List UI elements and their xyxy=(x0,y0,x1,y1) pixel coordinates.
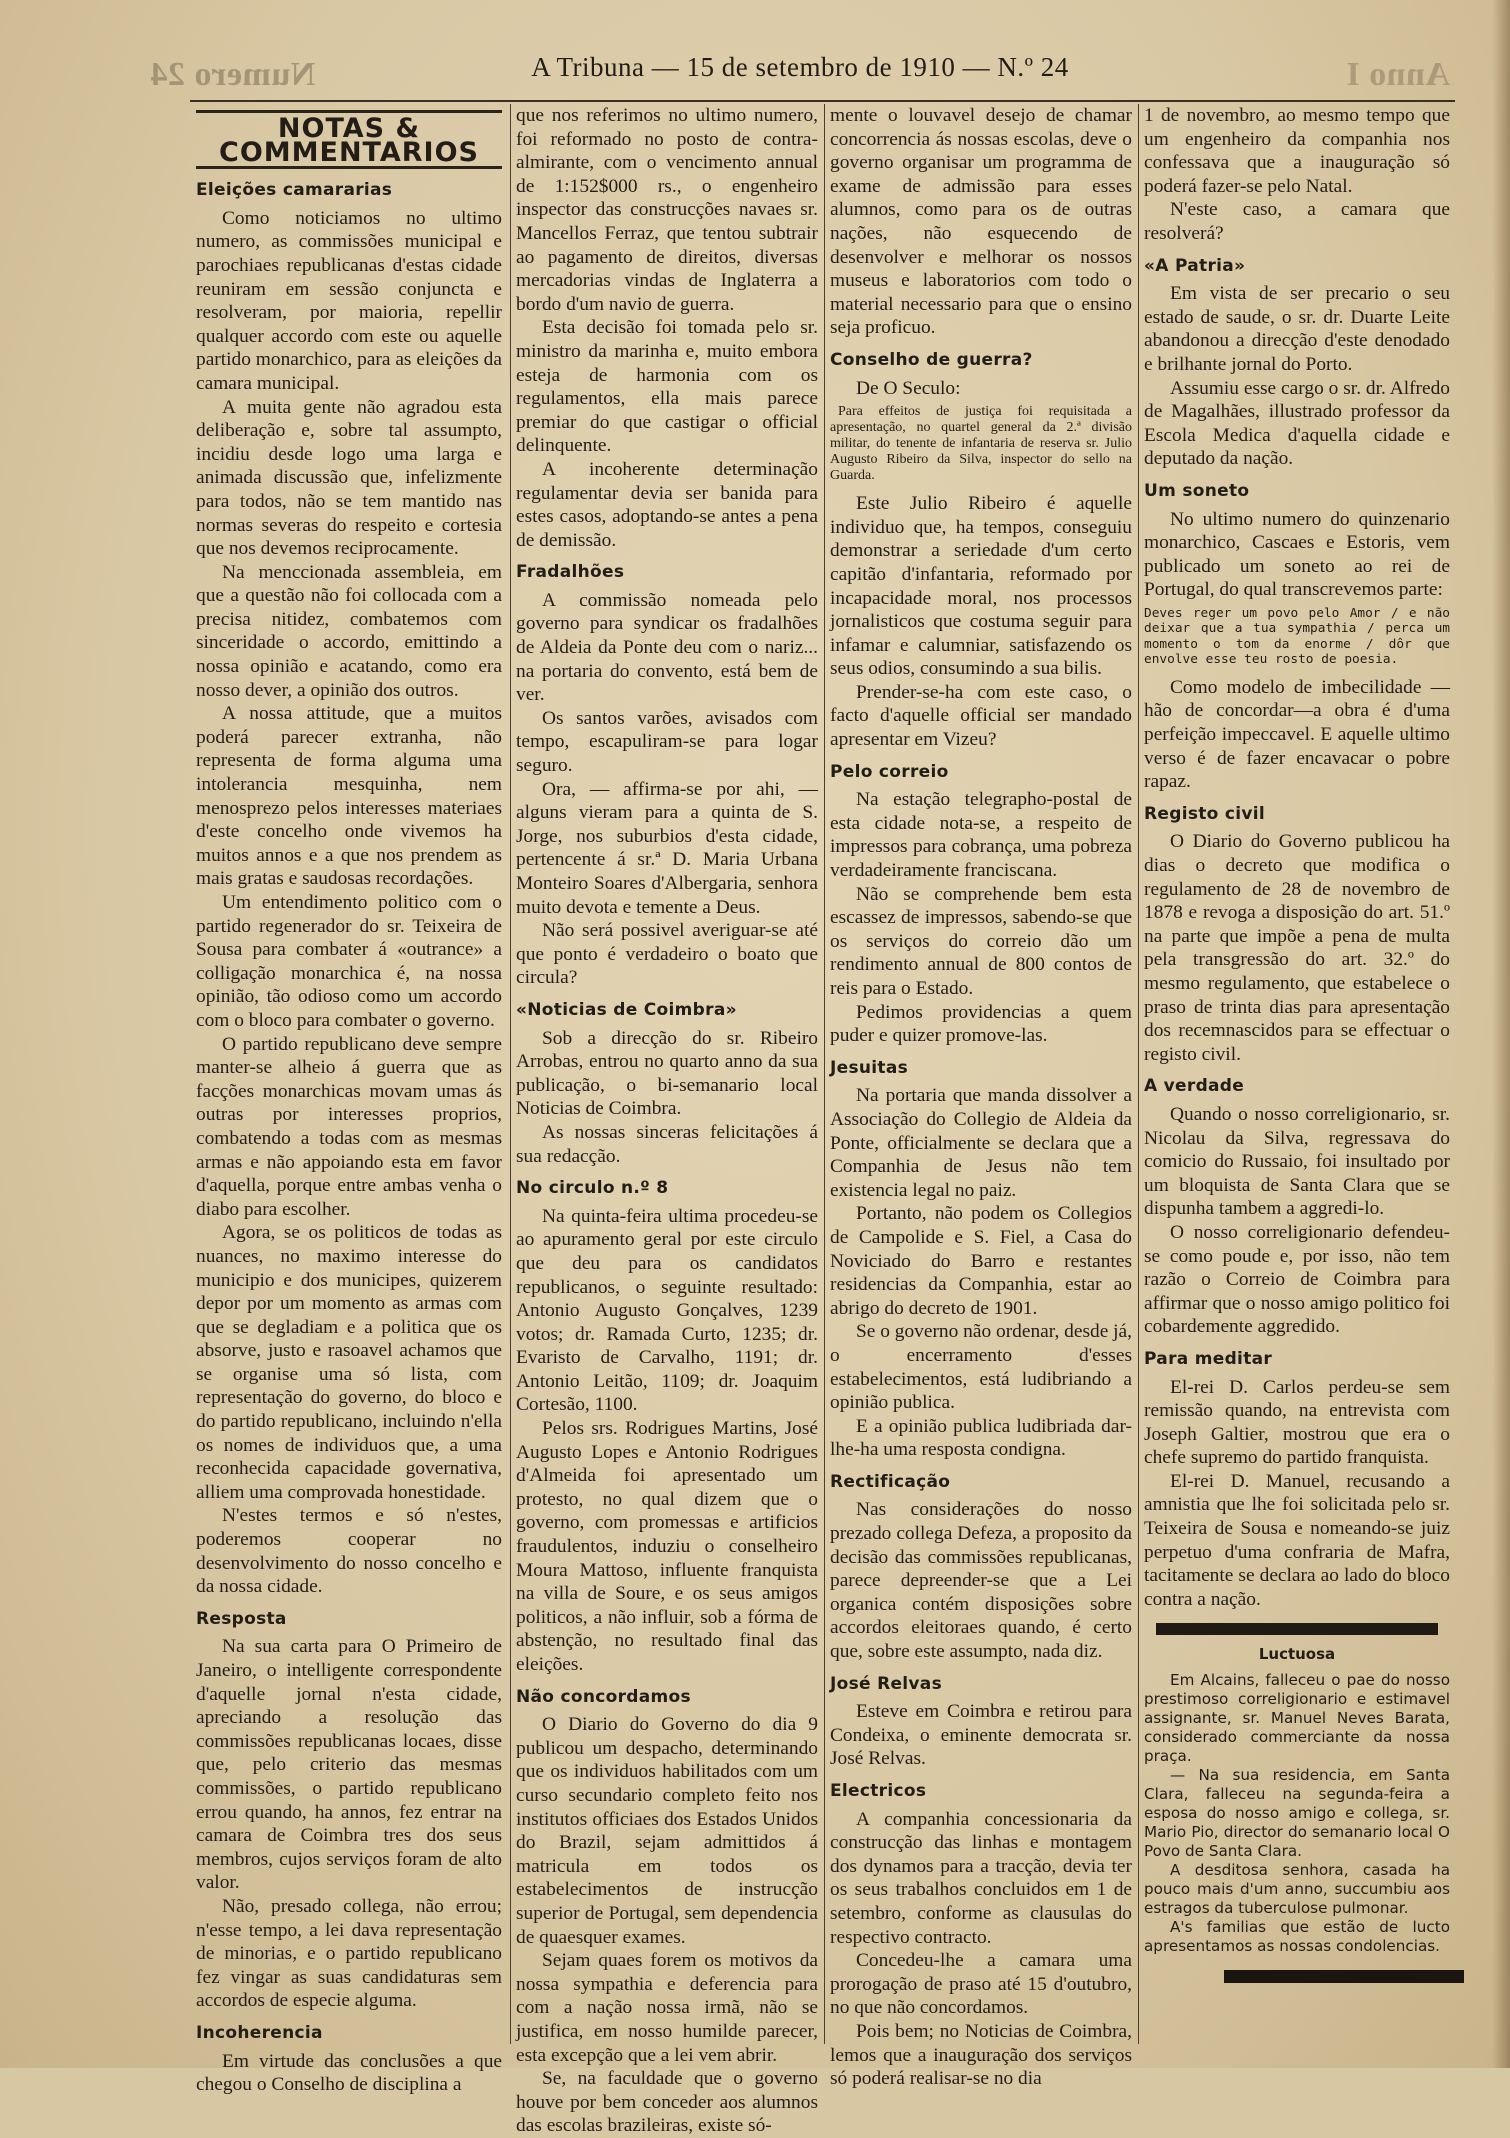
headline-patria: «A Patria» xyxy=(1144,255,1246,276)
paragraph: A incoherente determinação regulamentar devia ser banida para estes casos, adoptando-se antes a pena de demissão. xyxy=(516,458,818,551)
paragraph: O partido republicano deve sempre manter-se alheio á guerra que as facções monarchicas movam umas ás outras por interesses proprios, combatendo a todas com as mesmas armas e não appoiando esta em favor d'aquella, porque entre ambas venha o diabo para escolher. xyxy=(196,1033,502,1220)
paragraph: Na estação telegrapho-postal de esta cidade nota-se, a respeito de impressos para cobrança, uma pobreza verdadeiramente franciscana. xyxy=(830,789,1132,882)
paragraph: Pois bem; no Noticias de Coimbra, lemos que a inauguração dos serviços só poderá realisar-se no dia xyxy=(830,2020,1132,2090)
headline-luctuosa: Luctuosa xyxy=(1258,1645,1336,1664)
column-divider xyxy=(510,104,511,2044)
paragraph: Assumiu esse cargo o sr. dr. Alfredo de Magalhães, illustrado professor da Escola Medica d'aquella cidade e deputado da nação. xyxy=(1144,377,1450,470)
paragraph: Se o governo não ordenar, desde já, o encerramento d'esses estabelecimentos, está ludibriando a opinião publica. xyxy=(830,1321,1132,1414)
paragraph: Esta decisão foi tomada pelo sr. ministro da marinha e, muito embora esteja de harmonia com os regulamentos, ella mais parece premiar do que castigar o official delinquente. xyxy=(516,317,818,457)
paragraph: N'estes termos e só n'estes, poderemos cooperar no desenvolvimento do nosso concelho e da nossa cidade. xyxy=(196,1505,502,1598)
paragraph: Nas considerações do nosso prezado collega Defeza, a proposito da decisão das commissões republicanas, parece depreender-se que a Lei organica contém disposições sobre accordos eleitoraes quando, é certo que, sobre este assumpto, nada diz. xyxy=(830,1499,1132,1663)
paragraph: El-rei D. Carlos perdeu-se sem remissão quando, na entrevista com Joseph Galtier, mostrou que era o chefe supremo do partido franquista. xyxy=(1144,1376,1450,1469)
paragraph: O Diario do Governo do dia 9 publicou um despacho, determinando que os individuos habilitados com um curso secundario completo feito nos institutos officiaes dos Estados Unidos do Brazil, sejam admittidos á matricula em todos os estabelecimentos de instrucção superior de Portugal, sem dependencia de quaesquer exames. xyxy=(516,1714,818,1948)
column-1 xyxy=(196,104,502,2096)
paragraph: Os santos varões, avisados com tempo, escapuliram-se para logar seguro. xyxy=(516,707,818,777)
closing-rule xyxy=(1224,1970,1464,1983)
paragraph: E a opinião publica ludibriada dar-lhe-ha uma resposta condigna. xyxy=(830,1415,1132,1461)
show-through-year: Anno I xyxy=(1345,56,1450,93)
show-through-issue-number: Numero 24 xyxy=(150,56,316,93)
section-title: NOTAS & COMMENTARIOS xyxy=(196,110,502,169)
paragraph: Na sua carta para O Primeiro de Janeiro, o intelligente correspondente d'aquelle jornal n'esta cidade, apreciando a resolução das commissões republicanas locaes, disse que, pelo criterio das mesmas commissões, o partido republicano errou quando, ha annos, fez entrar na camara de Coimbra tres dos seus membros, cujos serviços foram de alto valor. xyxy=(196,1636,502,1894)
headline-nao-concordamos: Não concordamos xyxy=(516,1686,691,1707)
paragraph: A muita gente não agradou esta deliberação e, sobre tal assumpto, incidiu desde logo uma larga e animada discussão que, infelizmente para todos, não se tem mantido nas normas severas do respeito e cortesia que nos devemos reciprocamente. xyxy=(196,396,502,560)
column-divider xyxy=(1138,104,1139,2044)
poem-excerpt: Deves reger um povo pelo Amor / e não deixar que a tua sympathia / perca um momento o tom da enorme / dôr que envolve esse teu rosto de poesia. xyxy=(1144,605,1450,668)
paragraph: Pelos srs. Rodrigues Martins, José Augusto Lopes e Antonio Rodrigues d'Almeida foi apresentado um protesto, no qual dizem que o governo, com promessas e artificios fraudulentos, induziu o conselheiro Moura Mattoso, influente franquista na villa de Soure, e os seus amigos politicos, a não influir, sob a fórma de abstenção, no resultado final das eleições. xyxy=(516,1418,818,1675)
column-divider xyxy=(824,104,825,2044)
paragraph: Um entendimento politico com o partido regenerador do sr. Teixeira de Sousa para combater á «outrance» a colligação monarchica é, na nossa opinião, tão odioso como um accordo com o bloco para combater o governo. xyxy=(196,892,502,1031)
paragraph: A companhia concessionaria da construcção das linhas e montagem dos dynamos para a tracção, devia ter os seus trabalhos concluidos em 1 de setembro, conforme as clausulas do respectivo contracto. xyxy=(830,1808,1132,1948)
column-4 xyxy=(1144,104,1450,2044)
paragraph: Concedeu-lhe a camara uma prorogação de praso até 15 d'outubro, no que não concordamos. xyxy=(830,1950,1132,2019)
headline-correio: Pelo correio xyxy=(830,761,949,782)
headline-eleicoes: Eleições camararias xyxy=(196,180,393,201)
paragraph: Sejam quaes forem os motivos da nossa sympathia e deferencia para com a nação nossa irmã, não se justifica, em nosso humilde parecer, esta excepção que a lei vem abrir. xyxy=(516,1950,818,2066)
headline-resposta: Resposta xyxy=(196,1608,287,1629)
paragraph: El-rei D. Manuel, recusando a amnistia que lhe foi solicitada pelo sr. Teixeira de Sousa e nomeando-se juiz perpetuo d'uma confraria de Mafra, tacitamente se declara ao lado do bloco contra a nação. xyxy=(1144,1470,1450,1610)
paragraph: No ultimo numero do quinzenario monarchico, Cascaes e Estoris, vem publicado um soneto ao rei de Portugal, do qual transcrevemos parte: xyxy=(1144,508,1450,601)
paragraph: A's familias que estão de lucto apresentamos as nossas condolencias. xyxy=(1144,1918,1450,1956)
paragraph: Não se comprehende bem esta escassez de impressos, sabendo-se que os serviços do correio dão um rendimento annual de 800 contos de reis para o Estado. xyxy=(830,883,1132,999)
paragraph: Este Julio Ribeiro é aquelle individuo que, ha tempos, conseguiu demonstrar a seriedade d'um certo capitão d'infantaria, reformado por incapacidade moral, nos processos jornalisticos que costuma seguir para infamar e calumniar, satisfazendo os seus odios, consumindo a sua bilis. xyxy=(830,493,1132,680)
paragraph: Agora, se os politicos de todas as nuances, no maximo interesse do municipio e dos municipes, quizerem depor por um momento as armas com que se degladiam e a politica que os absorve, justo e rasoavel achamos que se organise uma só lista, com representação do governo, do bloco e do partido republicano, incluindo n'ella os nomes de individuos que, a uma reconhecida capacidade governativa, alliem uma comprovada honestidade. xyxy=(196,1222,502,1503)
section-rule xyxy=(1156,1623,1438,1635)
column-3 xyxy=(830,104,1132,2090)
paragraph: Na quinta-feira ultima procedeu-se ao apuramento geral por este circulo que deu para os candidatos republicanos, o seguinte resultado: Antonio Augusto Gonçalves, 1239 votos; dr. Ramada Curto, 1235; dr. Evaristo de Carvalho, 1191; dr. Antonio Leitão, 1109; dr. Joaquim Cortesão, 1100. xyxy=(516,1205,818,1416)
paragraph: Se, na faculdade que o governo houve por bem conceder aos alumnos das escolas brazileiras, existe só- xyxy=(516,2068,818,2137)
headline-relvas: José Relvas xyxy=(830,1673,942,1694)
column-2 xyxy=(516,104,818,2137)
paragraph: A commissão nomeada pelo governo para syndicar os fradalhões de Aldeia da Ponte deu com o nariz... na portaria do convento, está bem de ver. xyxy=(516,589,818,706)
paragraph: De O Seculo: xyxy=(856,377,961,399)
headline-electricos: Electricos xyxy=(830,1781,927,1801)
paragraph: A nossa attitude, que a muitos poderá parecer extranha, não representa de forma alguma uma intolerancia mesquinha, nem menosprezo pelos interesses materiaes d'este concelho onde vivemos ha muitos annos e a que nos prendem as mais gratas e saudosas recordações. xyxy=(196,703,502,890)
paragraph: Não, presado collega, não errou; n'esse tempo, a lei dava representação de minorias, e o partido republicano fez vingar as suas candidaturas sem accordos de especie alguma. xyxy=(196,1895,502,2012)
paragraph: Em virtude das conclusões a que chegou o Conselho de disciplina a xyxy=(196,2050,502,2096)
paragraph: Quando o nosso correligionario, sr. Nicolau da Silva, regressava do comicio do Russaio, foi insultado por um bloquista de Santa Clara que se dispunha tambem a aggredi-lo. xyxy=(1144,1103,1450,1220)
paragraph: A desditosa senhora, casada ha pouco mais d'um anno, succumbiu aos estragos da tuberculose pulmonar. xyxy=(1144,1861,1450,1918)
paragraph: Na portaria que manda dissolver a Associação do Collegio de Aldeia da Ponte, officialmente se declara que a Companhia de Jesus não tem existencia legal no paiz. xyxy=(830,1085,1132,1201)
headline-incoherencia: Incoherencia xyxy=(196,2022,323,2043)
header-rule xyxy=(190,100,1455,102)
page-edge-shadow xyxy=(1492,0,1510,2068)
paragraph: — Na sua residencia, em Santa Clara, falleceu na segunda-feira a esposa do nosso amigo e collega, sr. Mario Pio, director do semanario local O Povo de Santa Clara. xyxy=(1144,1766,1450,1861)
headline-fradalhoes: Fradalhões xyxy=(516,562,625,583)
paragraph: Pedimos providencias a quem puder e quizer promove-las. xyxy=(830,1001,1132,1047)
paragraph: Ora, — affirma-se por ahi, — alguns vieram para a quinta de S. Jorge, nos suburbios d'esta cidade, pertencente á sr.ª D. Maria Urbana Monteiro Soares d'Albergaria, senhora muito devota e temente a Deus. xyxy=(516,778,818,918)
headline-soneto: Um soneto xyxy=(1144,480,1250,501)
paragraph: Prender-se-ha com este caso, o facto d'aquelle official ser mandado apresentar em Vizeu? xyxy=(830,681,1132,751)
headline-conselho: Conselho de guerra? xyxy=(830,349,1033,370)
paragraph: Em Alcains, falleceu o pae do nosso prestimoso correligionario e estimavel assignante, sr. Manuel Neves Barata, considerado commerciante da nossa praça. xyxy=(1144,1671,1450,1766)
paragraph: Sob a direcção do sr. Ribeiro Arrobas, entrou no quarto anno da sua publicação, o bi-semanario local Noticias de Coimbra. xyxy=(516,1027,818,1120)
paragraph: Como noticiamos no ultimo numero, as commissões municipal e parochiaes republicanas d'estas cidade reuniram em sessão conjuncta e resolveram, por maioria, repellir qualquer accordo com este ou aquelle partido monarchico, para as eleições da camara municipal. xyxy=(196,207,502,394)
headline-rectificacao: Rectificação xyxy=(830,1471,951,1492)
headline-noticias: «Noticias de Coimbra» xyxy=(516,999,737,1020)
paragraph: que nos referimos no ultimo numero, foi reformado no posto de contra-almirante, com o vencimento annual de 1:152$000 rs., o engenheiro inspector das construcções navaes sr. Mancellos Ferraz, que tentou subtrair ao pagamento de direitos, diversas mercadorias vindas de Inglaterra a bordo d'um navio de guerra. xyxy=(516,105,818,315)
quoted-notice: Para effeitos de justiça foi requisitada a apresentação, no quartel general da 2.ª divisão militar, do tenente de infantaria de reserva sr. Julio Augusto Ribeiro da Silva, inspector do sello na Guarda. xyxy=(830,404,1132,484)
paragraph: Na menccionada assembleia, em que a questão não foi collocada com a precisa nitidez, combatemos com sinceridade o accordo, emittindo a nossa opinião e acatando, como era nosso dever, a opinião dos outros. xyxy=(196,561,502,701)
headline-registo: Registo civil xyxy=(1144,803,1265,824)
paragraph: Como modelo de imbecilidade —hão de concordar—a obra é d'uma perfeição impeccavel. E aquelle ultimo verso é de fazer encavacar o pobre rapaz. xyxy=(1144,676,1450,793)
headline-jesuitas: Jesuitas xyxy=(830,1057,909,1078)
paragraph: Não será possivel averiguar-se até que ponto é verdadeiro o boato que circula? xyxy=(516,920,818,989)
paragraph: Em vista de ser precario o seu estado de saude, o sr. dr. Duarte Leite abandonou a direcção d'este denodado e brilhante jornal do Porto. xyxy=(1144,283,1450,375)
headline-meditar: Para meditar xyxy=(1144,1348,1273,1369)
paragraph: O nosso correligionario defendeu-se como poude e, por isso, não tem razão o Correio de Coimbra para affirmar que o nosso amigo politico foi cobardemente aggredido. xyxy=(1144,1221,1450,1338)
paragraph: Esteve em Coimbra e retirou para Condeixa, o eminente democrata sr. José Relvas. xyxy=(830,1701,1132,1770)
paragraph: As nossas sinceras felicitações á sua redacção. xyxy=(516,1121,818,1167)
masthead xyxy=(150,52,1450,92)
paragraph: N'este caso, a camara que resolverá? xyxy=(1144,199,1450,244)
paragraph: Portanto, não podem os Collegios de Campolide e S. Fiel, a Casa do Noviciado do Barro e restantes residencias da Companhia, estar ao abrigo do decreto de 1901. xyxy=(830,1203,1132,1319)
paragraph: mente o louvavel desejo de chamar concorrencia ás nossas escolas, deve o governo organisar um programma de exame de admissão para esses alumnos, como para os de outras nações, não esquecendo de desenvolver e melhorar os nossos museus e laboratorios com todo o material necessario para que o ensino seja proficuo. xyxy=(830,105,1132,339)
masthead-title: A Tribuna — 15 de setembro de 1910 — N.º 24 xyxy=(531,52,1069,82)
headline-verdade: A verdade xyxy=(1144,1076,1245,1097)
paragraph: O Diario do Governo publicou ha dias o decreto que modifica o regulamento de 28 de novembro de 1878 e revoga a disposição do art. 51.º na parte que impõe a pena de multa pela transgressão do art. 32.º do mesmo regulamento, que estabelece o praso de trinta dias para apresentação dos recemnascidos para se effectuar o registo civil. xyxy=(1144,831,1450,1065)
paragraph: 1 de novembro, ao mesmo tempo que um engenheiro da companhia nos confessava que a inauguração só poderá fazer-se pelo Natal. xyxy=(1144,105,1450,197)
headline-circulo: No circulo n.º 8 xyxy=(516,1178,669,1199)
